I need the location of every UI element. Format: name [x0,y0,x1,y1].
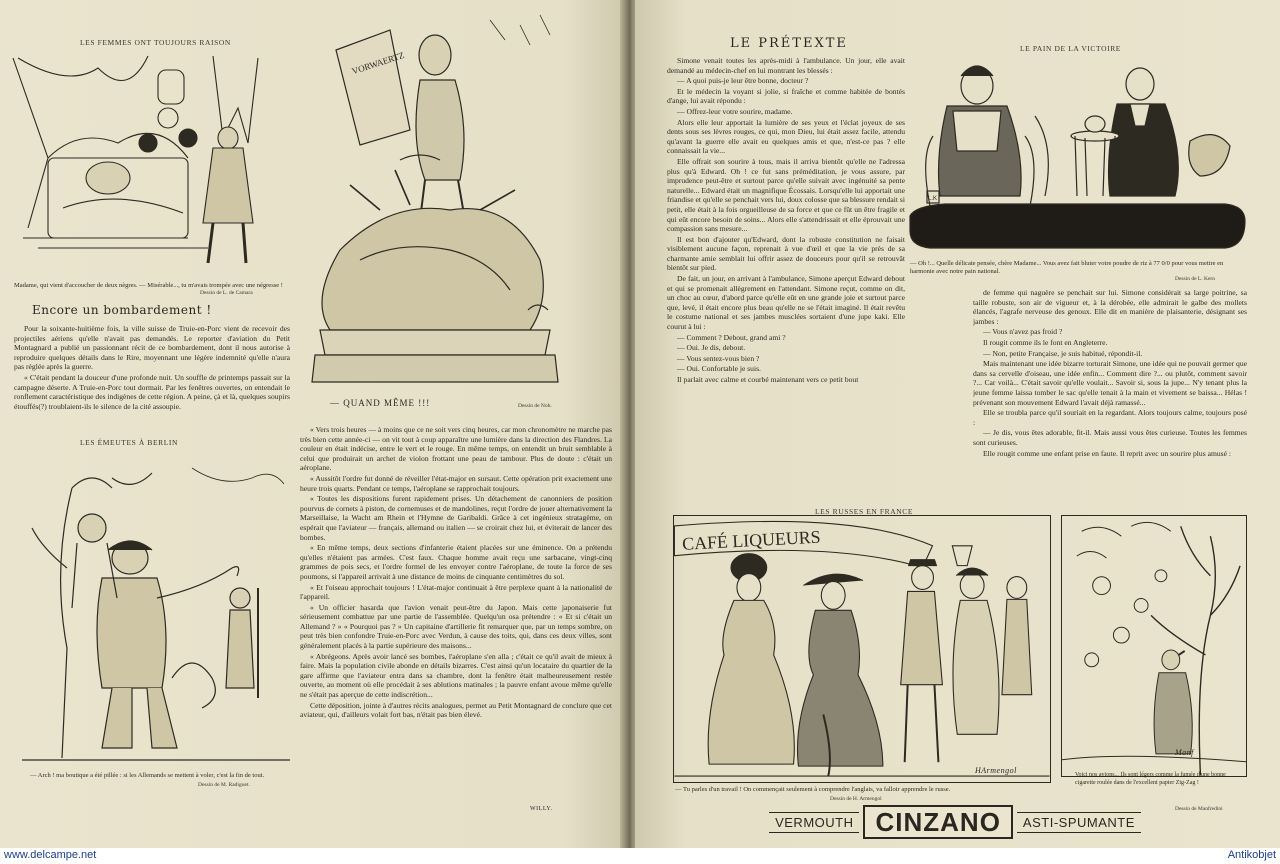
berlin-cartoon-credit: Dessin de M. Radiguet. [198,782,250,788]
cafe-cartoon-credit: Dessin de H. Armengol [830,796,882,802]
bed-cartoon-legend [14,282,290,290]
bread-cartoon-drawing [905,56,1250,256]
bread-cartoon-illustration [905,56,1250,256]
russians-cartoon-caption: LES RUSSES EN FRANCE [815,507,914,516]
bread-cartoon-legend [910,260,1240,276]
berlin-cartoon-drawing [22,448,290,768]
watermark-footer [0,848,1280,864]
avion-cartoon-legend [1075,772,1247,787]
story-paragraph: Simone venait toutes les après-midi à l'ambulance. Un jour, elle avait demandé au médecin-chef en lui montrant les blessés : [667,56,905,75]
story-paragraph: Il est bon d'ajouter qu'Edward, dont la robuste constitution ne faisait visiblement aucune façon, reprenait à vue d'œil et que la vie près de sa charmante amie semblait lui offrir assez de douceurs pour qu'il se retrouvât bientôt sur pied. [667,234,905,273]
bombardement-continued-column [300,425,612,805]
story-paragraph: Et le médecin la voyant si jolie, si fraîche et comme habitée de bontés d'ange, lui avait répondu : [667,86,905,106]
story-paragraph: — A quoi puis-je leur être bonne, docteur ? [677,76,809,86]
ad-vermouth-label: VERMOUTH [769,812,859,833]
bread-cartoon-legend-text: — Oh !... Quelle délicate pensée, chère Madame... Vous avez fait bluter votre poudre de riz à 77 0/0 pour vous mettre en harmonie avec notre pain national. [910,260,1224,275]
avion-cartoon-legend-text: Voici nos avions... Ils sont légers comme la fumée d'une bonne cigarette roulée dans de l'excellent papier Zig-Zag ! [1075,772,1226,786]
story-paragraph: Elle se troubla parce qu'il souriait en la regardant. Alors toujours calme, toujours posé : [973,408,1247,427]
story-title: LE PRÉTEXTE [730,36,848,51]
story-paragraph: Elle rougit comme une enfant prise en faute. Il reprit avec un sourire plus amusé : [983,448,1231,458]
bed-cartoon-illustration [8,48,290,280]
story-paragraph: Il parlait avec calme et courbé maintenant vers ce petit bout [677,375,859,384]
story-paragraph: — Vous sentez-vous bien ? [677,353,760,363]
article-paragraph: Pour la soixante-huitième fois, la ville suisse de Truie-en-Porc vient de recevoir des projectiles aériens qu'elle n'avait pas demandés. Le reporter d'aviation du Petit Montagnard a publié un passionnant récit de ce bombardement, dont il nous autorise à reproduire quelques détails dans le Rire, moyennant une légère indemnité qu'elle n'aura pas réglée après la guerre. [14,324,290,372]
story-paragraph: Il rougit comme ils le font en Angleterre. [983,337,1108,347]
bread-monogram: L.K [928,196,938,202]
article-paragraph: « Aussitôt l'ordre fut donné de réveiller l'état-major en sursaut. Cette opération prit exactement une heure trois quarts. Pendant ce temps, l'aéroplane se rapprochait toujours. [300,473,612,493]
berlin-cartoon-caption: LES ÉMEUTES À BERLIN [80,438,179,447]
bed-cartoon-legend-text: Madame, qui vient d'accoucher de deux nègres. — Misérable..., tu m'avais trompée avec une négresse ! [14,282,283,289]
article-paragraph: Cette déposition, jointe à d'autres récits analogues, permet au Petit Montagnard de conclure que cet aviateur, qui, d'ailleurs volait fort bas, n'était pas bien élevé. [300,700,612,720]
story-paragraph: De fait, un jour, en arrivant à l'ambulance, Simone aperçut Edward debout et qui se promenait allègrement en l'attendant. Simone reçut, comme on dit, un choc au cœur, d'abord parce qu'elle eût en une grande joie et surtout parce que, levé, il était encore plus beau qu'elle ne se l'était imaginé. Il était revêtu le costume national et ses jambes musclées sortaient d'une jupe kaki. Elle courut à lui : [667,274,905,332]
article-signature: WILLY. [530,806,553,812]
article-paragraph: « Vers trois heures — à moins que ce ne soit vers cinq heures, car mon chronomètre ne marche pas très bien cette année-ci — on vit tout à coup apparaître une lumière dans la direction des Flandres. La couleur en était indécise, entre le vert et le rouge. En même temps, on entendit un bruit semblable à celui que produirait un archet de violon frottant une peau de tambour. Plus de doute : c'était un aéroplane. [300,425,612,473]
article-paragraph: « Toutes les dispositions furent rapidement prises. Un détachement de canonniers de position pourvus de cornets à piston, de cornemuses et de mandolines, reçut l'ordre de jouer alternativement la Marseillaise, la Wacht am Rhein et l'Hymne de Garibaldi. Grâce à cet ingénieux stratagème, on espérait que l'aviateur — français, allemand ou italien — se croirait chez lui, et éviterait de lancer des bombes. [300,494,612,542]
story-paragraph: de femme qui naguère se penchait sur lui. Simone considérait sa large poitrine, sa taille robuste, son air de vigueur et, à la dérobée, elle admirait le galbe des mollets élancés, l'agrafe nerveuse des genoux. Elle dit en manière de plaisanterie, désignant ses jambes : [973,288,1247,326]
cafe-cartoon-legend [675,786,1051,794]
story-paragraph: — Oui. Confortable je suis. [677,364,761,374]
top-cartoon-caption: LES FEMMES ONT TOUJOURS RAISON [80,38,231,47]
berlin-cartoon-illustration [22,448,290,768]
cafe-sign: CAFÉ LIQUEURS [681,526,822,554]
story-paragraph: Elle offrait son sourire à tous, mais il arriva bientôt qu'elle ne l'adressa plus qu'à Edward. Oh ! ce fut sans préméditation, je vous assure, par imprudence peut-être et surtout parce qu'elle suivait avec ingénuité sa pente naturelle... Edward était un magnifique Écossais. Lorsqu'elle lui apportait une friandise et qu'elle se penchait vers lui, doux colosse que sa blessure rendait si petit, elle était à la fois orgueilleuse de sa force et que ce fût un être fragile et qui eût encore besoin de soins... Alors elle s'attendrissait et elle éprouvait une compassion sans mesure... [667,156,905,234]
story-paragraph: — Comment ? Debout, grand ami ? [677,332,786,342]
ad-brand-logo: CINZANO [863,805,1012,839]
story-paragraph: — Offrez-leur votre sourire, madame. [677,106,793,116]
berlin-cartoon-legend [30,772,292,780]
right-page [635,0,1280,848]
article-paragraph: « En même temps, deux sections d'infanterie étaient placées sur une éminence. On a prétendu qu'elles n'étaient pas armées. C'est faux. Chaque homme avait reçu une sarbacane, vingt-cinq grammes de pois secs, et l'ordre formel de les envoyer contre l'aéroplane, de toute la force de ses poumons, si l'appareil arrivait à une distance de moins de cinquante centimètres du sol. [300,543,612,581]
story-column-1 [667,56,905,506]
avion-cartoon-illustration [1061,515,1247,777]
avion-cartoon-signature: Manf [1175,748,1194,757]
story-paragraph: Mais maintenant une idée bizarre torturait Simone, une idée qui ne pouvait germer que dans sa cervelle d'oiseau, une idée enfin... Comment dire ?... ou plutôt, comment savoir ?... Car voilà... C'était savoir qu'elle voulait... Savoir si, sous la jupe... N'y tenant plus la jeune femme laissa tomber le sac qu'elle tenait à la main et vivement se baissa... Hélas ! prévenant son mouvement Edward l'avait déjà ramassé... [973,359,1247,407]
cafe-cartoon-legend-text: — Tu parles d'un travail ! On commençait seulement à comprendre l'anglais, va falloir apprendre le russe. [675,786,951,793]
left-page [0,0,625,848]
cafe-cartoon-signature: HArmengol [975,766,1017,775]
footer-right-watermark: Antikobjet [1227,849,1276,861]
story-paragraph: — Non, petite Française, je suis habitué, répondit-il. [983,348,1143,358]
story-column-2 [973,288,1247,504]
bread-cartoon-caption: LE PAIN DE LA VICTOIRE [1020,44,1121,53]
bed-cartoon-credit: Dessin de L. de Camara [200,290,253,296]
ad-asti-label: ASTI-SPUMANTE [1017,812,1141,833]
story-paragraph: Alors elle leur apportait la lumière de ses yeux et l'éclat joyeux de ses dents sous ses lèvres rouges, ce qui, mon Dieu, lui était assez facile, attendu qu'avant la guerre elle avait eu quelques amis et que, n'est-ce pas ? elle connaissait la vie... [667,117,905,156]
cafe-cartoon-drawing [674,516,1050,782]
avion-cartoon-drawing [1062,516,1246,776]
statue-cartoon-caption: — QUAND MÊME !!! [330,398,431,408]
cafe-cartoon-illustration [673,515,1051,783]
bread-cartoon-credit: Dessin de L. Kern [1175,276,1216,282]
article-paragraph: « Un officier hasarda que l'avion venait peut-être du Japon. Mais cette japonaiserie fut sérieusement combattue par une partie de l'assemblée. Quelqu'un osa prétendre : « Et si c'était un Allemand ? » « Pourquoi pas ? » Un capitaine d'artillerie fit remarquer que, par un temps sombre, on peut très bien confondre Truie-en-Porc avec Verdun, à cause des toits, qui, dans ces deux villes, sont généralement placés à la partie supérieure des maisons... [300,602,612,651]
article-paragraph: « Abrégeons. Après avoir lancé ses bombes, l'aéroplane s'en alla ; c'était ce qu'il avait de mieux à faire. Mais la population civile abonde en détails bizarres. C'est ainsi qu'un locataire du quartier de la gare affirme que l'aviateur entra dans sa chambre, dont la fenêtre était malheureusement restée ouverte, au moment où elle procédait à ses ablutions matinales ; la pauvre enfant avoue même qu'elle ne s'était pas aperçue de cette indiscrétion... [300,651,612,700]
story-paragraph: — Je dis, vous êtes adorable, fit-il. Mais aussi vous êtes curieuse. Toutes les femmes sont curieuses. [973,428,1247,447]
statue-cartoon-illustration [300,10,570,395]
cinzano-advertisement [757,806,1153,838]
article-paragraph: « Et l'oiseau approchait toujours ! L'état-major continuait à être perplexe quant à la nationalité de l'appareil. [300,582,612,602]
bombardement-title: Encore un bombardement ! [32,303,212,317]
story-paragraph: — Vous n'avez pas froid ? [983,327,1063,337]
article-paragraph: « C'était pendant la douceur d'une profonde nuit. Un souffle de printemps passait sur la campagne déserte. A Truie-en-Porc tout dormait. Par les fenêtres ouvertes, on entendait le ronflement caractéristique des indigènes de cette région. A peine, çà et là, quelques soupirs étouffés(?) troublaient-ils le silence de la cité assoupie. [14,372,290,411]
avion-cartoon-credit: Dessin de Manfredini [1175,806,1223,812]
berlin-cartoon-legend-text: — Arch ! ma boutique a été pillée : si les Allemands se mettent à voler, c'est la fin de tout. [30,772,265,779]
statue-cartoon-credit: Dessin de Nob. [518,403,552,409]
statue-cartoon-drawing [300,10,570,395]
bombardement-intro-column [14,324,290,446]
story-paragraph: — Oui. Je dis, debout. [677,343,746,353]
bed-cartoon-drawing [8,48,290,280]
footer-left-watermark: www.delcampe.net [4,849,97,861]
scroll-word: VORWAERTZ [350,49,406,77]
